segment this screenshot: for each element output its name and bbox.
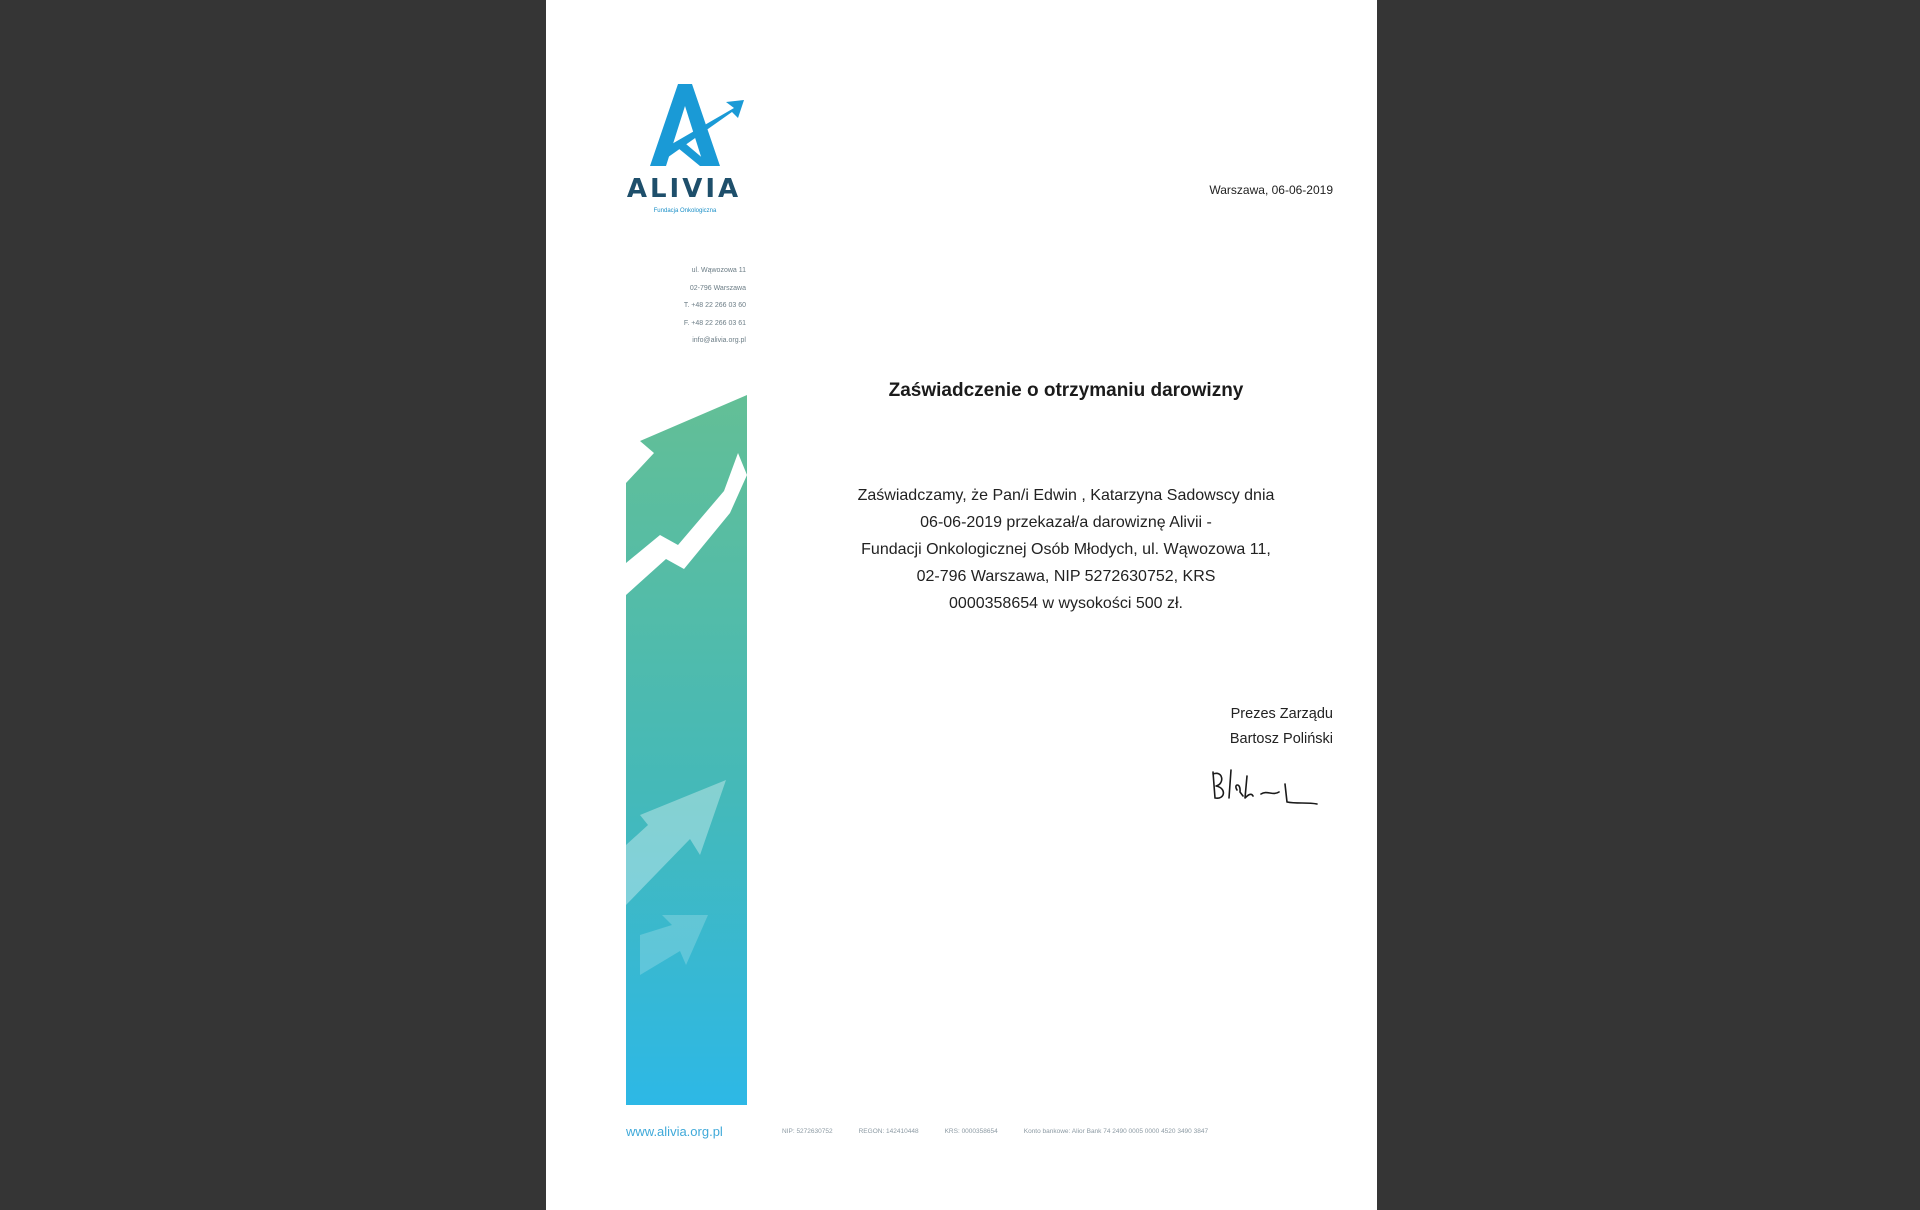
org-name: ALIVIA <box>626 174 742 204</box>
body-line: Zaświadczamy, że Pan/i Edwin , Katarzyna Sadowscy dnia <box>857 487 1275 504</box>
body-line: 0000358654 w wysokości 500 zł. <box>949 595 1183 612</box>
decorative-arrow-band <box>626 395 747 1105</box>
org-tagline: Fundacja Onkologiczna <box>653 208 717 214</box>
footer-krs: KRS: 0000358654 <box>944 1128 998 1135</box>
contact-block <box>630 262 746 350</box>
contact-fax: F. +48 22 266 03 61 <box>683 319 746 327</box>
footer-regon: REGON: 142410448 <box>858 1128 919 1135</box>
website-link[interactable]: www.alivia.org.pl <box>626 1124 723 1139</box>
document-date: Warszawa, 06-06-2019 <box>1209 183 1333 197</box>
signatory-role: Prezes Zarządu <box>1230 706 1333 722</box>
contact-email: info@alivia.org.pl <box>692 337 746 344</box>
alivia-logo-mark <box>638 82 744 172</box>
signatory-block <box>1230 702 1333 752</box>
body-line: Fundacji Onkologicznej Osób Młodych, ul. Wąwozowa 11, <box>861 541 1271 558</box>
certificate-page <box>546 0 1377 1210</box>
body-line: 02-796 Warszawa, NIP 5272630752, KRS <box>916 568 1216 585</box>
footer-info <box>782 1128 1352 1135</box>
alivia-logo <box>624 82 752 222</box>
contact-city: 02-796 Warszawa <box>689 284 746 292</box>
footer-bank-account: Konto bankowe: Alior Bank 74 2490 0005 0000 4520 3490 3847 <box>1023 1128 1209 1135</box>
handwritten-signature <box>1207 762 1319 810</box>
document-title: Zaświadczenie o otrzymaniu darowizny <box>888 380 1244 401</box>
document-body <box>786 482 1346 617</box>
footer-nip: NIP: 5272630752 <box>782 1128 833 1135</box>
contact-phone: T. +48 22 266 03 60 <box>683 302 746 309</box>
signatory-name: Bartosz Poliński <box>1229 731 1333 747</box>
contact-address: ul. Wąwozowa 11 <box>691 267 746 274</box>
body-line: 06-06-2019 przekazał/a darowiznę Alivii - <box>920 514 1212 531</box>
